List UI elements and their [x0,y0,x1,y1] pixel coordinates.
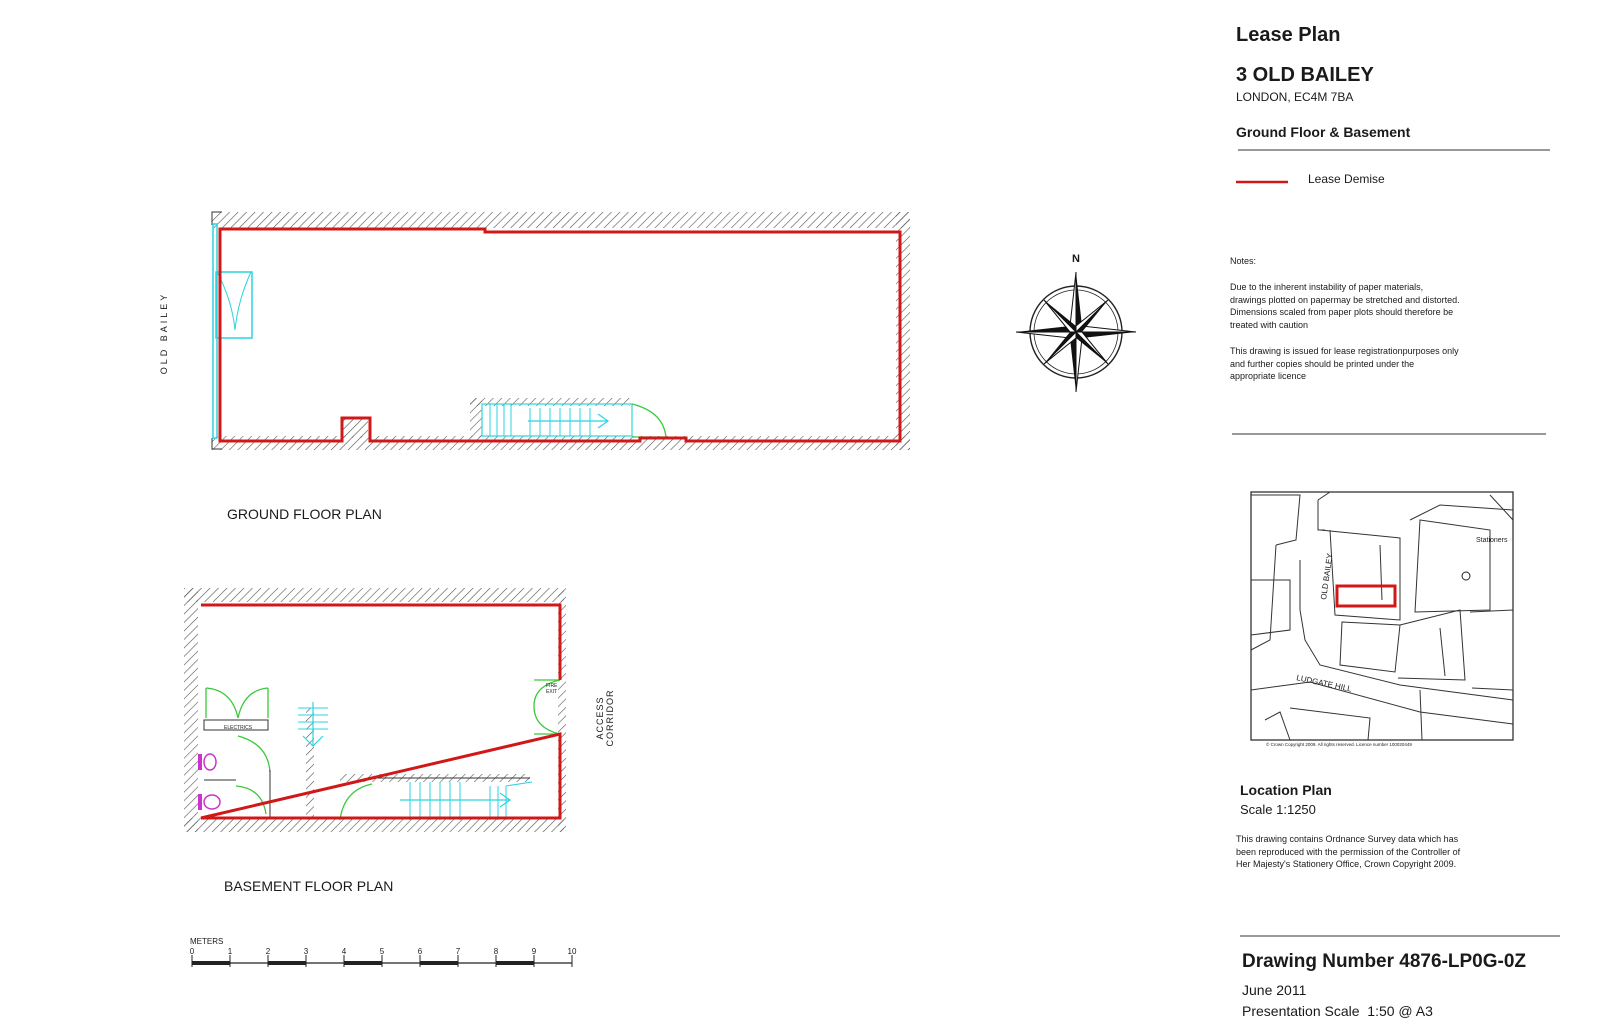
plan-heading: Lease Plan [1236,24,1341,46]
street-label-old-bailey: OLD BAILEY [159,291,169,375]
location-plan-heading: Location Plan [1240,782,1332,798]
location-plan-scale: Scale 1:1250 [1240,802,1316,817]
location-map [1251,492,1513,747]
floors-title: Ground Floor & Basement [1236,124,1411,140]
property-address: LONDON, EC4M 7BA [1236,90,1354,104]
scale-tick: 5 [379,947,385,956]
north-label: N [1072,253,1080,265]
scale-bar [190,937,577,967]
ground-stairs [482,404,632,436]
electrics-label: ELECTRICS [224,725,253,731]
fire-exit-label: FIRE EXIT [546,683,558,695]
basement-main-stair [372,778,532,820]
scale-tick: 1 [227,947,233,956]
drawing-number: Drawing Number 4876-LP0G-0Z [1242,951,1527,972]
map-street-ludgate-hill: LUDGATE HILL [1295,673,1353,694]
map-place-stationers: Stationers [1476,537,1508,544]
map-street-old-bailey: OLD BAILEY [1319,552,1335,601]
scale-tick: 3 [303,947,309,956]
basement-small-stair [298,702,328,746]
notes-paragraph-2: This drawing is issued for lease registrationpurposes only and further copies should be printed under the appropriate licence [1230,346,1459,381]
scale-tick: 10 [567,947,577,956]
ground-floor-label: GROUND FLOOR PLAN [227,506,382,522]
north-arrow-icon [1016,253,1136,392]
scale-tick: 4 [341,947,347,956]
ground-floor-plan [212,212,910,450]
notes-paragraph-1: Due to the inherent instability of paper materials, drawings plotted on papermay be stretched and distorted. Dimensions scaled from paper plots should therefore be treated with caution [1230,282,1460,330]
scale-tick: 2 [265,947,271,956]
basement-floor-label: BASEMENT FLOOR PLAN [224,878,394,894]
property-name: 3 OLD BAILEY [1236,64,1374,86]
access-corridor-label: ACCESS CORRIDOR [595,689,615,747]
scale-tick: 8 [493,947,499,956]
map-copyright: © Crown Copyright 2009. All rights reserved. Licence number 100020449 [1266,742,1412,747]
presentation-scale: Presentation Scale 1:50 @ A3 [1242,1003,1433,1019]
ordnance-survey-note: This drawing contains Ordnance Survey data which has been reproduced with the permission of the Controller of Her Majesty's Stationery Office, Crown Copyright 2009. [1236,834,1461,869]
scale-unit: METERS [190,937,224,946]
notes-heading: Notes: [1230,256,1257,266]
scale-tick: 7 [455,947,461,956]
drawing-date: June 2011 [1242,982,1307,998]
scale-tick: 6 [417,947,423,956]
legend-label: Lease Demise [1308,172,1385,186]
basement-floor-plan [184,588,566,832]
scale-tick: 9 [531,947,537,956]
scale-tick: 0 [189,947,195,956]
